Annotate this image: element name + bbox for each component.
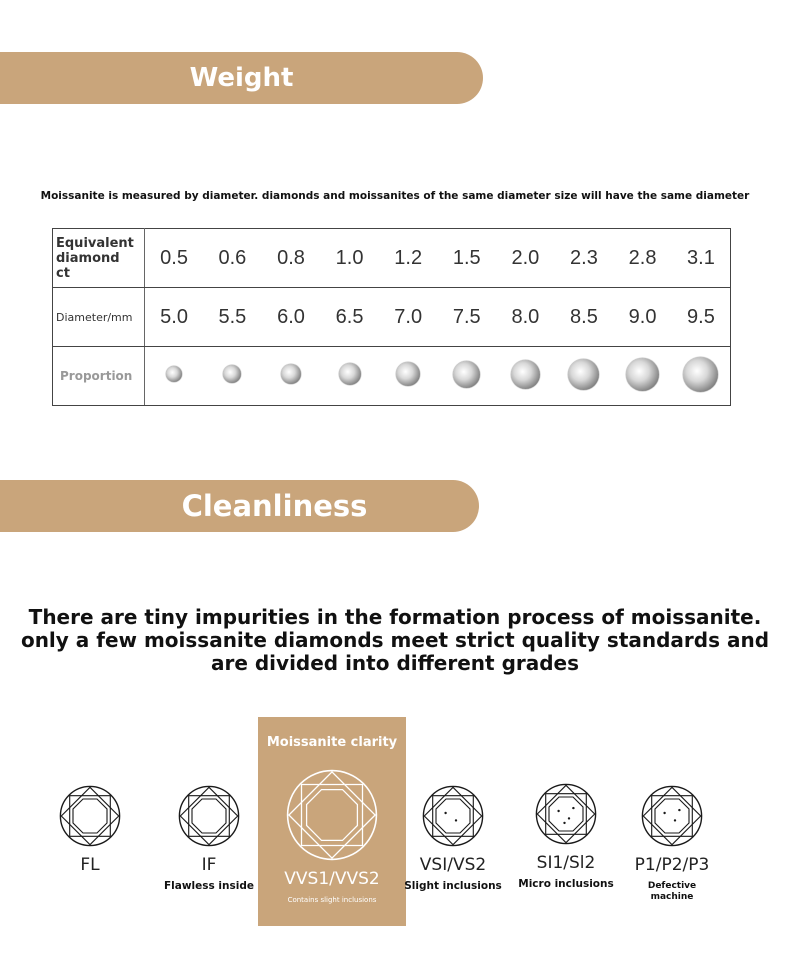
ct-value: 1.5 [437, 229, 496, 288]
proportion-cell [145, 347, 204, 406]
diameter-value: 8.5 [555, 288, 614, 347]
ct-row-label: Equivalent diamond ct [53, 229, 145, 288]
gem-icon [453, 361, 480, 388]
grade-description: Slight inclusions [404, 880, 502, 892]
weight-title: Weight [189, 63, 294, 93]
measurement-note: Moissanite is measured by diameter. diamonds and moissanites of the same diameter size will have the same diameter [40, 190, 750, 202]
cleanliness-title: Cleanliness [181, 489, 368, 523]
gem-icon [166, 366, 182, 382]
clarity-grade [506, 783, 626, 890]
proportion-cell [262, 347, 321, 406]
diameter-row-label: Diameter/mm [53, 288, 145, 347]
ct-value: 2.3 [555, 229, 614, 288]
gem-icon [339, 363, 361, 385]
proportion-cell [203, 347, 262, 406]
grade-name: VVS1/VVS2 [284, 869, 380, 889]
gem-icon [396, 362, 420, 386]
diamond-icon [612, 785, 732, 847]
clarity-grade [30, 785, 150, 881]
grade-name: VSI/VS2 [419, 855, 487, 875]
proportion-cell [379, 347, 438, 406]
grade-name: SI1/Sl2 [536, 853, 596, 873]
grade-name: P1/P2/P3 [634, 855, 710, 875]
diameter-value: 7.0 [379, 288, 438, 347]
ct-value: 0.5 [145, 229, 204, 288]
grade-name: IF [201, 855, 217, 875]
ct-value: 1.0 [320, 229, 379, 288]
diameter-value: 5.5 [203, 288, 262, 347]
gem-icon [626, 358, 659, 391]
diameter-value: 9.0 [613, 288, 672, 347]
ct-value: 0.8 [262, 229, 321, 288]
diameter-value: 6.5 [320, 288, 379, 347]
diameter-value: 8.0 [496, 288, 555, 347]
cleanliness-banner [0, 480, 479, 532]
grade-description: Defective machine [647, 881, 697, 902]
size-table [52, 228, 731, 406]
ct-value: 2.0 [496, 229, 555, 288]
diameter-value: 6.0 [262, 288, 321, 347]
ct-value: 3.1 [672, 229, 731, 288]
ct-row [53, 229, 731, 288]
proportion-row [53, 347, 731, 406]
gem-icon [281, 364, 301, 384]
clarity-grade [393, 785, 513, 892]
proportion-row-label: Proportion [53, 347, 145, 406]
gem-icon [683, 357, 718, 392]
grade-description: Flawless inside [164, 880, 254, 892]
diameter-value: 7.5 [437, 288, 496, 347]
diamond-icon [506, 783, 626, 845]
highlight-title: Moissanite clarity [266, 735, 398, 750]
clarity-grade [612, 785, 732, 903]
diameter-value: 9.5 [672, 288, 731, 347]
proportion-cell [672, 347, 731, 406]
gem-icon [568, 359, 599, 390]
grade-name: FL [80, 855, 100, 875]
diameter-row [53, 288, 731, 347]
proportion-cell [555, 347, 614, 406]
clarity-grade [149, 785, 269, 892]
ct-value: 2.8 [613, 229, 672, 288]
ct-value: 1.2 [379, 229, 438, 288]
diamond-icon [30, 785, 150, 847]
clarity-grade [272, 769, 392, 906]
grade-description: Contains slight inclusions [287, 896, 377, 904]
proportion-cell [437, 347, 496, 406]
gem-icon [223, 365, 241, 383]
ct-value: 0.6 [203, 229, 262, 288]
diameter-value: 5.0 [145, 288, 204, 347]
proportion-cell [496, 347, 555, 406]
grade-description: Micro inclusions [518, 878, 614, 890]
proportion-cell [613, 347, 672, 406]
cleanliness-description: There are tiny impurities in the formation process of moissanite. only a few moissanite diamonds meet strict quality standards and are divided into different grades [20, 605, 770, 675]
diamond-icon [272, 769, 392, 861]
proportion-cell [320, 347, 379, 406]
diamond-icon [393, 785, 513, 847]
diamond-icon [149, 785, 269, 847]
weight-banner [0, 52, 483, 104]
gem-icon [511, 360, 540, 389]
